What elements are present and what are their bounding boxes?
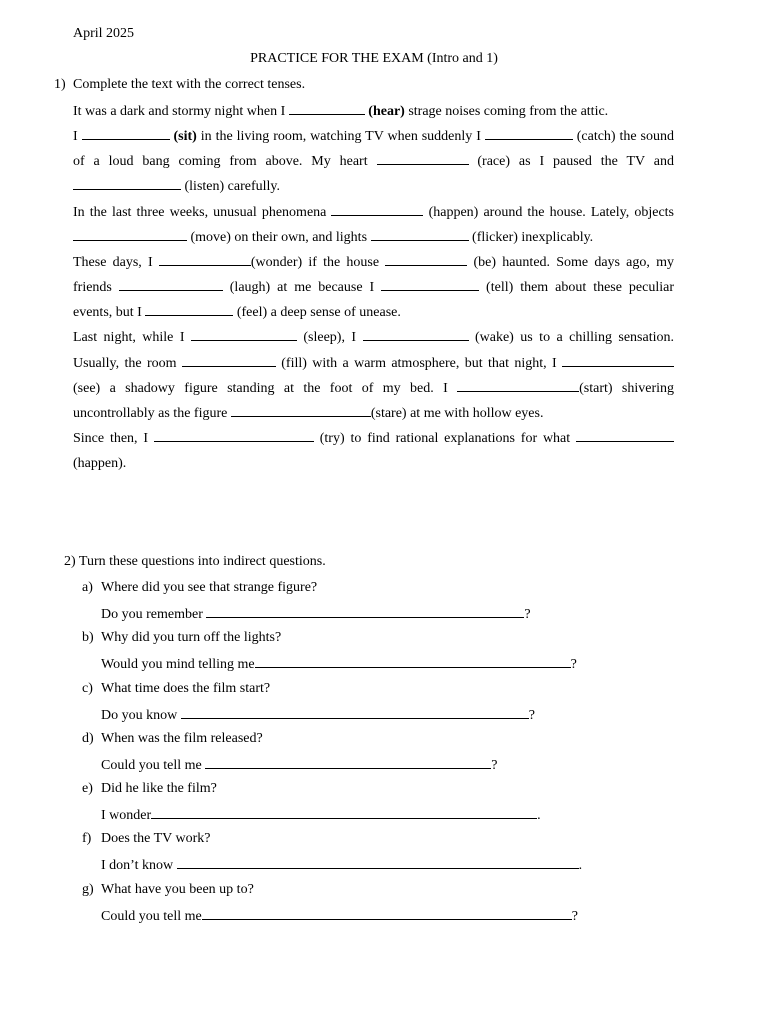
- blank-line[interactable]: [485, 127, 573, 140]
- answer-blank[interactable]: [151, 806, 537, 819]
- paragraph-5: [73, 325, 674, 426]
- page-title: PRACTICE FOR THE EXAM (Intro and 1): [250, 51, 498, 66]
- exercise-1-number: 1): [54, 77, 66, 92]
- list-item: [82, 580, 642, 630]
- item-answer: [101, 806, 541, 824]
- exercise-1-text: [73, 99, 674, 476]
- blank-line[interactable]: [182, 354, 276, 367]
- item-question: What have you been up to?: [101, 881, 254, 897]
- answer-prompt: Could you tell me: [101, 757, 206, 773]
- answer-blank[interactable]: [205, 756, 491, 769]
- blank-line[interactable]: [377, 152, 469, 165]
- text-segment: (catch) the sound of a loud bang coming from above. My heart: [73, 129, 674, 170]
- text-segment: (flicker) inexplicably.: [468, 229, 594, 245]
- answer-end: .: [578, 858, 583, 874]
- blank-line[interactable]: [363, 328, 469, 341]
- blank-line[interactable]: [73, 228, 187, 241]
- blank-line[interactable]: [381, 278, 479, 291]
- paragraph-3: [73, 200, 674, 250]
- item-answer: [101, 907, 578, 925]
- text-segment: (start) shivering uncontrollably as the figure: [73, 380, 675, 421]
- item-letter: g): [82, 881, 94, 897]
- text-segment: (see) a shadowy figure standing at the foot of my bed. I: [73, 380, 458, 396]
- answer-end: ?: [570, 657, 577, 673]
- answer-blank[interactable]: [202, 907, 572, 920]
- text-segment: (try) to find rational explanations for what: [313, 431, 577, 447]
- blank-line[interactable]: [562, 354, 674, 367]
- text-segment: (happen) around the house. Lately, objects: [423, 204, 674, 220]
- text-segment: (stare) at me with hollow eyes.: [370, 405, 544, 421]
- list-item: [82, 781, 642, 831]
- paragraph-4: [73, 250, 674, 325]
- list-item: [82, 630, 642, 680]
- text-segment: (wonder) if the house: [250, 254, 386, 270]
- text-segment: (race) as I paused the TV and: [468, 154, 674, 170]
- exercise-1-instruction: Complete the text with the correct tenses.: [73, 77, 306, 92]
- item-answer: [101, 756, 497, 774]
- blank-line[interactable]: [231, 404, 371, 417]
- item-answer: [101, 605, 531, 623]
- text-segment: strage noises coming from the attic.: [404, 104, 609, 119]
- text-segment: (happen).: [73, 456, 127, 472]
- item-answer: [101, 856, 582, 874]
- answer-end: ?: [571, 908, 578, 924]
- text-segment: (wake) us to a chilling sensation. Usually, the room: [73, 330, 674, 371]
- blank-line[interactable]: [159, 253, 251, 266]
- text-segment: (fill) with a warm atmosphere, but that night, I: [275, 355, 562, 371]
- answer-prompt: I don’t know: [101, 858, 177, 874]
- text-segment: (tell) them about these peculiar events, but I: [73, 280, 674, 321]
- text-segment: In the last three weeks, unusual phenomena: [73, 204, 332, 220]
- paragraph-6: [73, 426, 674, 476]
- blank-line[interactable]: [385, 253, 467, 266]
- item-question: Does the TV work?: [101, 831, 211, 847]
- item-letter: d): [82, 730, 94, 746]
- text-segment: These days, I: [73, 254, 159, 270]
- item-question: What time does the film start?: [101, 680, 271, 696]
- answer-prompt: I wonder: [101, 808, 152, 824]
- answer-prompt: Could you tell me: [101, 908, 202, 924]
- exercise-2-instruction: 2) Turn these questions into indirect questions.: [64, 554, 326, 569]
- item-question: When was the film released?: [101, 730, 263, 746]
- blank-line[interactable]: [119, 278, 223, 291]
- answer-end: .: [537, 808, 541, 824]
- blank-line[interactable]: [576, 429, 674, 442]
- list-item: [82, 882, 642, 932]
- text-segment: Last night, while I: [73, 330, 191, 346]
- blank-line[interactable]: [82, 127, 170, 140]
- exercise-2-list: [82, 580, 642, 932]
- answer-prompt: Would you mind telling me: [101, 657, 255, 673]
- answer-blank[interactable]: [206, 605, 524, 618]
- list-item: [82, 681, 642, 731]
- blank-line[interactable]: [331, 203, 423, 216]
- paragraph-2: [73, 124, 674, 199]
- paragraph-1: [73, 99, 674, 124]
- blank-line[interactable]: [289, 102, 365, 115]
- item-question: Did he like the film?: [101, 781, 217, 797]
- item-letter: e): [82, 781, 93, 797]
- item-letter: f): [82, 831, 92, 847]
- answer-end: ?: [524, 607, 531, 622]
- item-letter: c): [82, 680, 93, 696]
- blank-line[interactable]: [145, 303, 233, 316]
- text-segment: (laugh) at me because I: [222, 280, 382, 296]
- answer-prompt: Do you remember: [101, 607, 207, 622]
- item-answer: [101, 655, 577, 673]
- blank-line[interactable]: [154, 429, 314, 442]
- verb-prompt: (hear): [364, 104, 405, 119]
- text-segment: in the living room, watching TV when suddenly I: [196, 129, 485, 145]
- answer-end: ?: [491, 757, 498, 773]
- text-segment: (sleep), I: [296, 330, 363, 346]
- item-letter: b): [82, 630, 94, 646]
- text-segment: I: [73, 129, 82, 145]
- text-segment: (move) on their own, and lights: [187, 229, 371, 245]
- item-letter: a): [82, 580, 93, 595]
- list-item: [82, 831, 642, 881]
- blank-line[interactable]: [371, 228, 469, 241]
- text-segment: (feel) a deep sense of unease.: [233, 305, 401, 321]
- text-segment: (be) haunted. Some days ago, my friends: [73, 254, 674, 296]
- answer-blank[interactable]: [255, 655, 571, 668]
- item-answer: [101, 706, 535, 724]
- blank-line[interactable]: [457, 379, 579, 392]
- date-header: April 2025: [73, 26, 135, 41]
- answer-end: ?: [528, 707, 535, 723]
- text-segment: (listen) carefully.: [181, 179, 280, 195]
- blank-line[interactable]: [191, 328, 297, 341]
- blank-line[interactable]: [73, 177, 181, 190]
- verb-prompt: (sit): [169, 129, 197, 145]
- list-item: [82, 731, 642, 781]
- answer-blank[interactable]: [181, 706, 529, 719]
- answer-blank[interactable]: [177, 856, 579, 869]
- text-segment: It was a dark and stormy night when I: [73, 104, 289, 119]
- item-question: Where did you see that strange figure?: [101, 580, 318, 595]
- answer-prompt: Do you know: [101, 707, 181, 723]
- item-question: Why did you turn off the lights?: [101, 630, 282, 646]
- text-segment: Since then, I: [73, 431, 154, 447]
